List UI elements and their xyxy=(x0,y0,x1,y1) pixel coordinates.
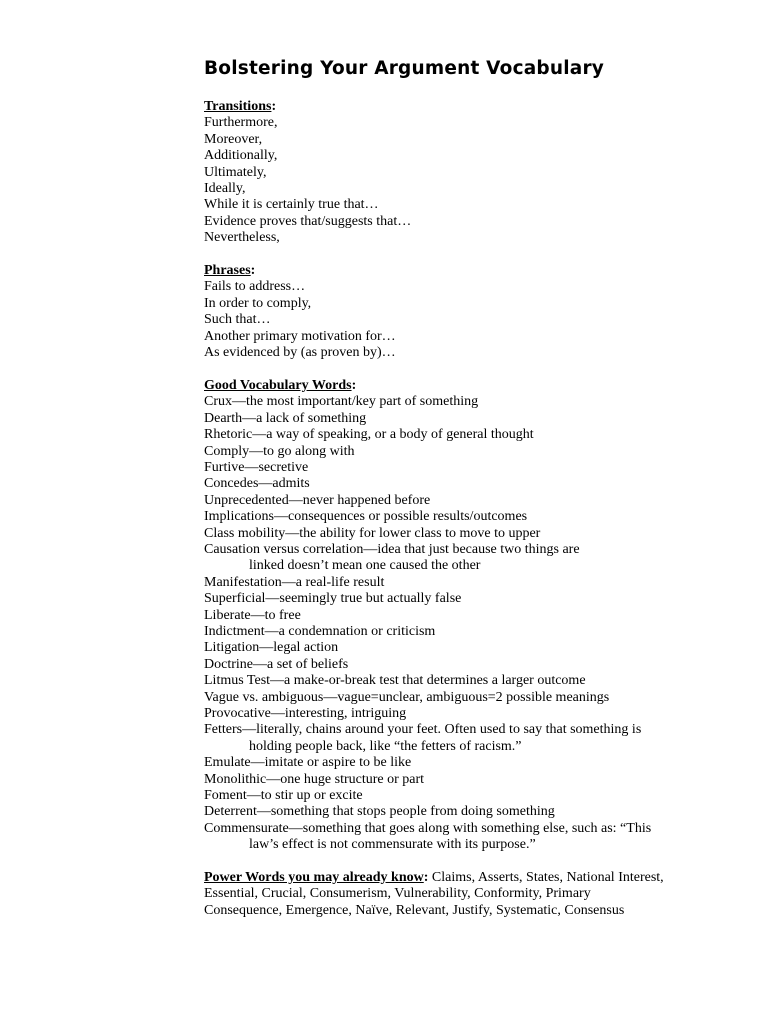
vocabulary-term: Rhetoric—a way of speaking, or a body of general thought xyxy=(204,427,534,443)
list-item: Ideally, xyxy=(204,181,246,197)
power-words-text: Claims, Asserts, States, National Interest, Essential, Crucial, Consumerism, Vulnerability, Conformity, Primary Consequence, Emergence, Naïve, Relevant, Justify, Systematic, Consensus xyxy=(204,870,664,918)
vocabulary-term: Commensurate—something that goes along with something else, such as: “This xyxy=(204,820,652,836)
vocabulary-entry xyxy=(204,722,664,755)
vocabulary-term: Manifestation—a real-life result xyxy=(204,574,385,590)
vocabulary-list xyxy=(204,394,664,853)
list-item: Additionally, xyxy=(204,148,278,164)
vocabulary-section xyxy=(204,378,664,854)
vocabulary-term: Deterrent—something that stops people from doing something xyxy=(204,804,555,820)
vocabulary-entry xyxy=(204,575,664,591)
power-words-section xyxy=(204,870,664,919)
vocabulary-entry xyxy=(204,690,664,706)
document-title: Bolstering Your Argument Vocabulary xyxy=(204,58,605,79)
list-item: Nevertheless, xyxy=(204,230,280,246)
vocabulary-entry xyxy=(204,394,664,410)
vocabulary-term: Provocative—interesting, intriguing xyxy=(204,706,407,721)
vocabulary-term: Dearth—a lack of something xyxy=(204,410,367,426)
vocabulary-term: Litmus Test—a make-or-break test that determines a larger outcome xyxy=(204,673,586,689)
list-item: Fails to address… xyxy=(204,279,306,295)
vocabulary-term: Comply—to go along with xyxy=(204,443,355,459)
vocabulary-entry xyxy=(204,444,664,460)
vocabulary-entry xyxy=(204,640,664,656)
vocabulary-term: Indictment—a condemnation or criticism xyxy=(204,623,436,639)
vocabulary-entry xyxy=(204,542,664,575)
vocabulary-entry xyxy=(204,772,664,788)
vocabulary-entry xyxy=(204,509,664,525)
vocabulary-term: Litigation—legal action xyxy=(204,640,339,656)
vocabulary-entry xyxy=(204,427,664,443)
vocabulary-term: Vague vs. ambiguous—vague=unclear, ambiguous=2 possible meanings xyxy=(204,689,610,705)
list-item: Furthermore, xyxy=(204,115,278,131)
transitions-heading-label: Transitions xyxy=(204,99,272,114)
vocabulary-entry xyxy=(204,624,664,640)
vocabulary-heading-label: Good Vocabulary Words xyxy=(204,377,352,393)
vocabulary-entry xyxy=(204,788,664,804)
vocabulary-entry xyxy=(204,591,664,607)
list-item: While it is certainly true that… xyxy=(204,197,379,213)
vocabulary-term-continuation: law’s effect is not commensurate with its purpose.” xyxy=(249,837,536,853)
vocabulary-term: Concedes—admits xyxy=(204,476,310,492)
vocabulary-entry xyxy=(204,411,664,427)
vocabulary-term: Class mobility—the ability for lower class to move to upper xyxy=(204,525,541,541)
vocabulary-entry xyxy=(204,476,664,492)
vocabulary-entry xyxy=(204,706,664,722)
transitions-heading: Transitions: xyxy=(204,99,277,114)
phrases-heading-label: Phrases xyxy=(204,263,251,279)
power-words-heading: Power Words you may already know: xyxy=(204,870,429,886)
transitions-section xyxy=(204,99,664,247)
vocabulary-term-continuation: holding people back, like “the fetters of racism.” xyxy=(249,738,522,754)
document-body xyxy=(204,99,664,936)
list-item: Evidence proves that/suggests that… xyxy=(204,213,412,229)
vocabulary-term: Foment—to stir up or excite xyxy=(204,788,363,804)
vocabulary-entry xyxy=(204,657,664,673)
vocabulary-term: Fetters—literally, chains around your feet. Often used to say that something is xyxy=(204,722,642,738)
vocabulary-term: Liberate—to free xyxy=(204,607,301,623)
vocabulary-term: Emulate—imitate or aspire to be like xyxy=(204,755,412,771)
vocabulary-term: Causation versus correlation—idea that just because two things are xyxy=(204,541,580,557)
vocabulary-term: Implications—consequences or possible results/outcomes xyxy=(204,509,528,525)
vocabulary-term: Unprecedented—never happened before xyxy=(204,492,431,508)
list-item: Moreover, xyxy=(204,131,263,147)
vocabulary-entry xyxy=(204,460,664,476)
power-words-paragraph xyxy=(204,870,664,919)
phrases-heading: Phrases: xyxy=(204,263,256,279)
vocabulary-entry xyxy=(204,608,664,624)
vocabulary-entry xyxy=(204,755,664,771)
vocabulary-term-continuation: linked doesn’t mean one caused the other xyxy=(249,558,481,574)
vocabulary-entry xyxy=(204,821,664,854)
list-item: Ultimately, xyxy=(204,164,267,180)
vocabulary-entry xyxy=(204,804,664,820)
vocabulary-entry xyxy=(204,493,664,509)
list-item: As evidenced by (as proven by)… xyxy=(204,345,396,361)
vocabulary-entry xyxy=(204,526,664,542)
list-item: Another primary motivation for… xyxy=(204,328,396,344)
list-item: Such that… xyxy=(204,312,271,328)
vocabulary-term: Monolithic—one huge structure or part xyxy=(204,771,425,787)
phrases-section xyxy=(204,263,664,361)
vocabulary-term: Crux—the most important/key part of something xyxy=(204,394,479,410)
vocabulary-term: Doctrine—a set of beliefs xyxy=(204,656,349,672)
vocabulary-heading: Good Vocabulary Words: xyxy=(204,377,357,393)
vocabulary-entry xyxy=(204,673,664,689)
power-words-heading-label: Power Words you may already know xyxy=(204,870,424,886)
list-item: In order to comply, xyxy=(204,295,312,311)
vocabulary-term: Superficial—seemingly true but actually false xyxy=(204,591,462,607)
vocabulary-term: Furtive—secretive xyxy=(204,459,309,475)
